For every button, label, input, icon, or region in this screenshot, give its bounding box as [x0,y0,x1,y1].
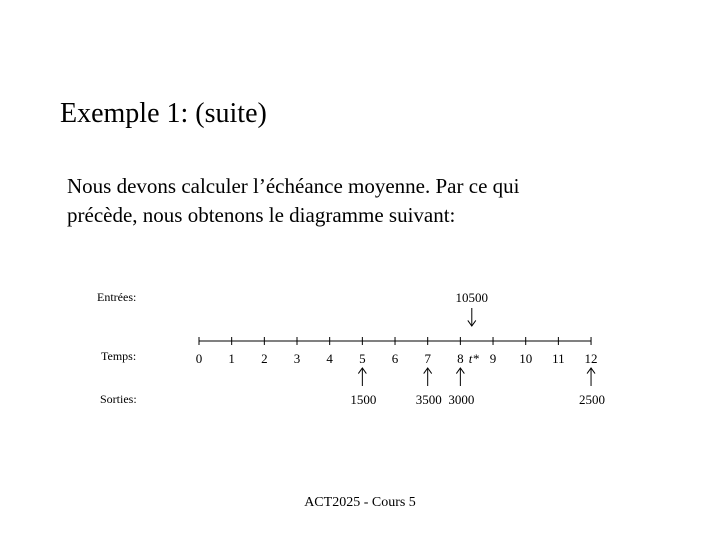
timeline-tick-label: 2 [261,351,268,366]
timeline-tick-label: 12 [584,351,598,366]
timeline-tick-label: 0 [195,351,203,366]
row-label-entrees: Entrées: [97,290,137,304]
sortie-amount: 3000 [448,392,475,407]
timeline-tick-label: 10 [519,351,533,366]
timeline-tick-label: 4 [326,351,333,366]
slide-footer: ACT2025 - Cours 5 [304,495,416,510]
timeline-tick-label: 3 [293,351,301,366]
timeline-tick-label: 6 [391,351,399,366]
timeline-tick-label: 5 [359,351,366,366]
paragraph-line-1: Nous devons calculer l’échéance moyenne. Par ce qui [67,174,520,198]
timeline-tick-label: 11 [552,351,565,366]
timeline-tick-label: 8 [457,351,464,366]
sortie-amount: 1500 [350,392,377,407]
sortie-amount: 3500 [415,392,442,407]
entree-amount: 10500 [455,290,489,305]
timeline-tick-label: 1 [228,351,235,366]
timeline-tick-label: 9 [489,351,497,366]
row-label-temps: Temps: [101,349,137,363]
sortie-amount: 2500 [579,392,606,407]
timeline-tick-label: 7 [424,351,431,366]
row-label-sorties: Sorties: [100,392,137,406]
paragraph-line-2: précède, nous obtenons le diagramme suivant: [67,203,456,227]
slide-title: Exemple 1: (suite) [60,98,267,129]
t-star-label: t* [468,351,479,366]
